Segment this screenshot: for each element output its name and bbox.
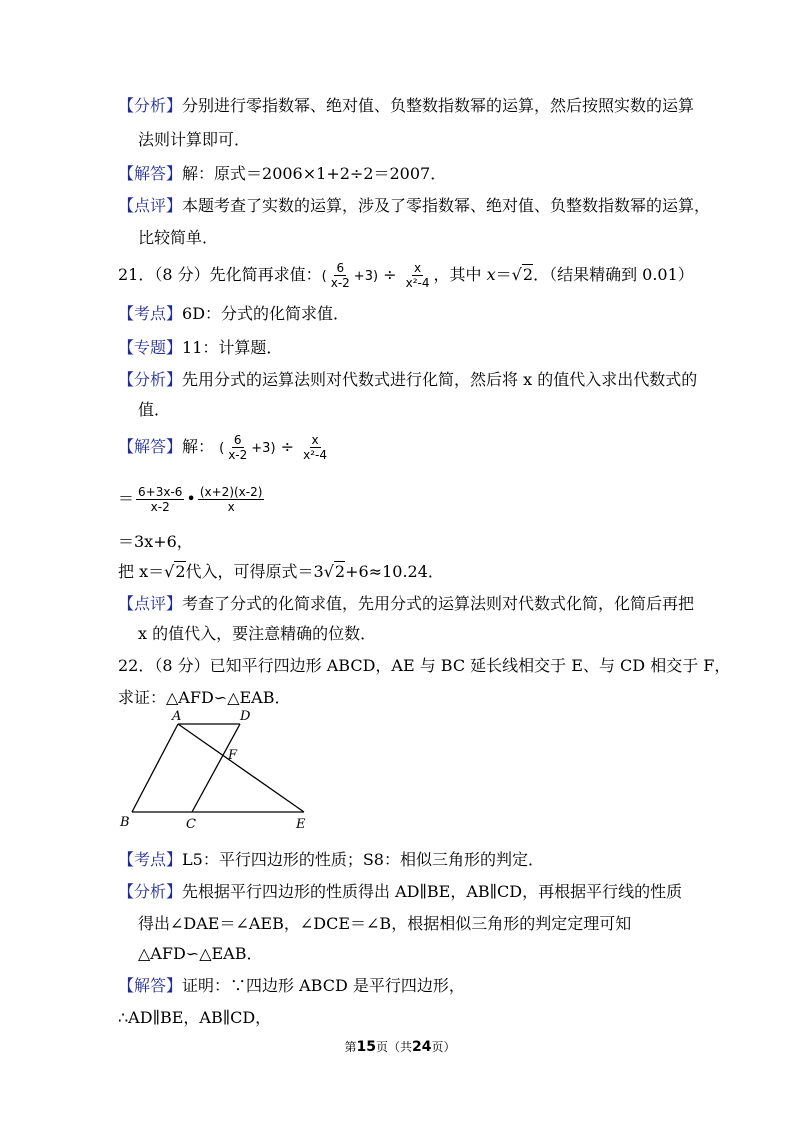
- analysis-line-2: 法则计算即可．: [138, 130, 251, 149]
- sqrt-2: √2: [511, 265, 534, 284]
- fraction-6-over-x-2: $\frac{6}{x-2}$: [330, 261, 350, 290]
- comment-line-1: 【点评】本题考查了实数的运算，涉及了零指数幂、绝对值、负整数指数幂的运算，: [118, 196, 711, 215]
- page-footer: 第15页（共24页）: [344, 1039, 456, 1055]
- question-22-line-2: 求证：△AFD∽△EAB．: [118, 688, 291, 707]
- q22-analysis-line-2: 得出∠DAE＝∠AEB，∠DCE＝∠B，根据相似三角形的判定定理可知: [138, 914, 632, 933]
- question-21: 21．（8 分）先化简再求值：( $\frac{6}{x-2}$ +3) ÷ $\frac{x}{\text{x²-4}}$ ，其中 x＝√2．（结果精确到 0.01）: [118, 261, 694, 290]
- label-B: B: [120, 815, 130, 830]
- subject-line: 【专题】11：计算题．: [118, 338, 283, 357]
- parallelogram-diagram: [112, 708, 322, 833]
- q22-answer-line-2: ∴AD∥BE，AB∥CD，: [118, 1008, 272, 1027]
- q21-step-2: ＝ $\frac{6+3x-6}{x-2}$ • $\frac{(x+2)(x-2)}{x}$: [118, 485, 263, 514]
- subject-tag: 【专题】: [118, 338, 183, 357]
- q21-step-3: ＝3x+6，: [118, 532, 193, 551]
- q22-topic-line: 【考点】L5：平行四边形的性质；S8：相似三角形的判定．: [118, 850, 544, 869]
- q22-answer-line: 【解答】证明：∵四边形 ABCD 是平行四边形，: [118, 976, 465, 995]
- q21-comment-line-1: 【点评】考查了分式的化简求值，先用分式的运算法则对代数式化简，化简后再把: [118, 594, 695, 613]
- topic-tag: 【考点】: [118, 304, 183, 323]
- label-D: D: [240, 709, 251, 724]
- q22-analysis-line-3: △AFD∽△EAB．: [138, 944, 263, 963]
- segment-DC: [192, 724, 240, 812]
- label-E: E: [296, 817, 306, 832]
- question-22-line-1: 22．（8 分）已知平行四边形 ABCD，AE 与 BC 延长线相交于 E、与 CD 相交于 F，: [118, 656, 731, 675]
- fraction-x-over-x2-4: $\frac{x}{\text{x²-4}}$: [405, 261, 430, 290]
- topic-line: 【考点】6D：分式的化简求值．: [118, 304, 350, 323]
- q21-comment-line-2: x 的值代入，要注意精确的位数．: [138, 624, 377, 643]
- total-pages: 24: [412, 1039, 432, 1055]
- answer-line: 【解答】解：原式＝2006×1+2÷2＝2007．: [118, 164, 447, 183]
- segment-AB: [132, 724, 178, 812]
- answer-tag: 【解答】: [118, 164, 183, 183]
- q21-answer-line: 【解答】解： ( $\frac{6}{x-2}$ +3) ÷ $\frac{x}{\text{x²-4}}$: [118, 433, 328, 462]
- label-F: F: [228, 748, 238, 763]
- q21-step-4: 把 x＝√2代入，可得原式＝3√2+6≈10.24．: [118, 562, 444, 581]
- q21-analysis-line-1: 【分析】先用分式的运算法则对代数式进行化简，然后将 x 的值代入求出代数式的: [118, 370, 698, 389]
- analysis-tag: 【分析】: [118, 96, 183, 115]
- q21-analysis-line-2: 值．: [138, 400, 171, 419]
- comment-line-2: 比较简单．: [138, 228, 219, 247]
- segment-AE: [178, 724, 304, 812]
- page-number: 15: [356, 1039, 376, 1055]
- comment-tag: 【点评】: [118, 196, 183, 215]
- label-C: C: [186, 817, 196, 832]
- analysis-line-1: 【分析】分别进行零指数幂、绝对值、负整数指数幂的运算，然后按照实数的运算: [118, 96, 695, 115]
- q22-analysis-line-1: 【分析】先根据平行四边形的性质得出 AD∥BE，AB∥CD，再根据平行线的性质: [118, 882, 683, 901]
- label-A: A: [172, 709, 182, 724]
